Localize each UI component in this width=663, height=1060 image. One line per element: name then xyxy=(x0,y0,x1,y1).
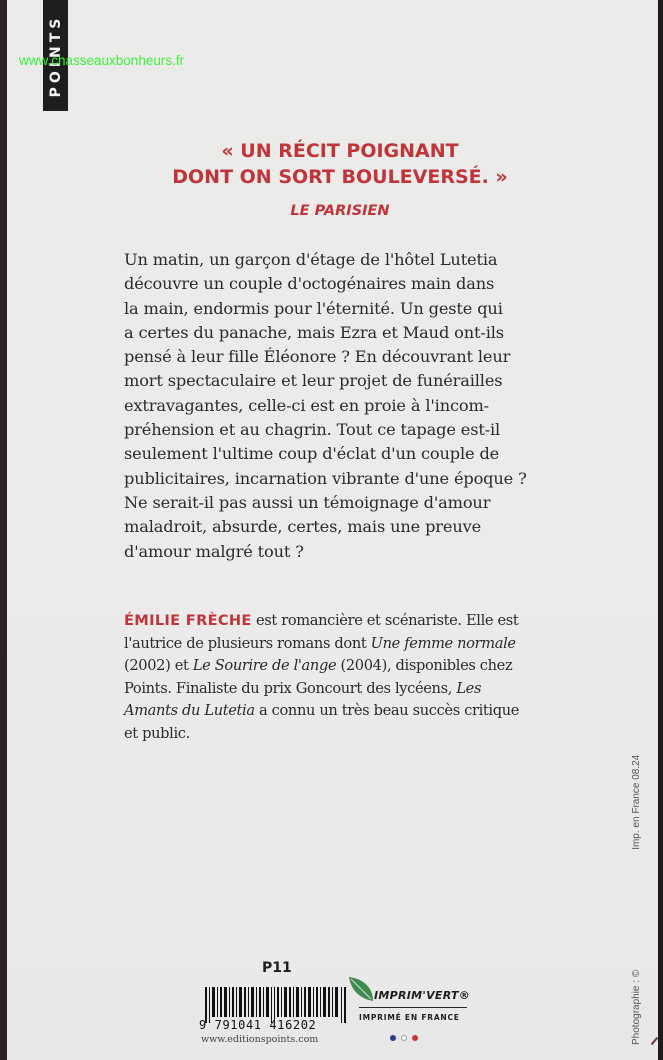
blurb-line: pensé à leur fille Éléonore ? En découvrant leur xyxy=(124,347,511,367)
author-bio: ÉMILIE FRÈCHE est romancière et scénariste. Elle est l'autrice de plusieurs romans dont Une femme normale (2002) et Le Sourire de l'ange (2004), disponibles chez Points. Finaliste du prix Goncourt des lycéens, Les Amants du Lutetia a connu un très beau succès critique et public. xyxy=(124,612,520,742)
publisher-logo: POINTS xyxy=(47,14,64,97)
isbn-digits: 9 791041 416202 xyxy=(199,1018,317,1032)
press-quote-line: « UN RÉCIT POIGNANT xyxy=(221,140,459,162)
blurb-line: découvre un couple d'octogénaires main dans xyxy=(124,274,495,294)
press-quote-line: DONT ON SORT BOULEVERSÉ. » xyxy=(172,166,508,188)
tricolor-dots xyxy=(390,1026,423,1045)
publisher-website: www.editionspoints.com xyxy=(201,1034,319,1045)
blurb-line: préhension et au chagrin. Tout ce tapage est-il xyxy=(124,420,501,440)
author-name: ÉMILIE FRÈCHE xyxy=(124,612,252,629)
blurb-line: maladroit, absurde, certes, mais une preuve xyxy=(124,517,482,537)
divider xyxy=(359,1007,467,1008)
cover-edge xyxy=(658,0,663,1060)
press-quote xyxy=(150,138,530,190)
book-title: Une femme normale xyxy=(370,634,516,652)
book-title: Le Sourire de l'ange xyxy=(192,657,337,674)
blurb-line: Ne serait-il pas aussi un témoignage d'amour xyxy=(124,492,491,512)
imprim-vert-brand: IMPRIM'VERT® xyxy=(374,989,471,1002)
blurb-line: Un matin, un garçon d'étage de l'hôtel Lutetia xyxy=(124,250,498,269)
leaf-icon xyxy=(347,975,377,1005)
photo-credit: Photographie : ©Imp. en France 08.24 xyxy=(631,754,642,1045)
blue-dot-icon xyxy=(390,1035,396,1041)
price-code: P11 xyxy=(262,960,292,976)
blurb-line: extravagantes, celle-ci est en proie à l'incom- xyxy=(124,395,490,415)
blurb-line: a certes du panache, mais Ezra et Maud ont-ils xyxy=(124,322,504,342)
blurb-line: la main, endormis pour l'éternité. Un geste qui xyxy=(124,298,503,318)
blurb-line: publicitaires, incarnation vibrante d'une époque ? xyxy=(124,468,527,488)
book-blurb xyxy=(124,248,556,564)
watermark-text: www.chasseauxbonheurs.fr xyxy=(19,53,185,68)
white-dot-icon xyxy=(401,1035,407,1041)
printed-in-france: IMPRIMÉ EN FRANCE xyxy=(359,1013,460,1022)
blurb-line: seulement l'ultime coup d'éclat d'un couple de xyxy=(124,444,500,464)
red-dot-icon xyxy=(412,1035,418,1041)
book-title: Amants du Lutetia xyxy=(124,702,255,719)
press-quote-source: LE PARISIEN xyxy=(290,203,390,219)
blurb-line: d'amour malgré tout ? xyxy=(124,541,304,561)
blurb-line: mort spectaculaire et leur projet de funérailles xyxy=(124,371,503,391)
book-title: Les xyxy=(456,679,482,697)
imprim-vert-logo xyxy=(347,975,472,1045)
